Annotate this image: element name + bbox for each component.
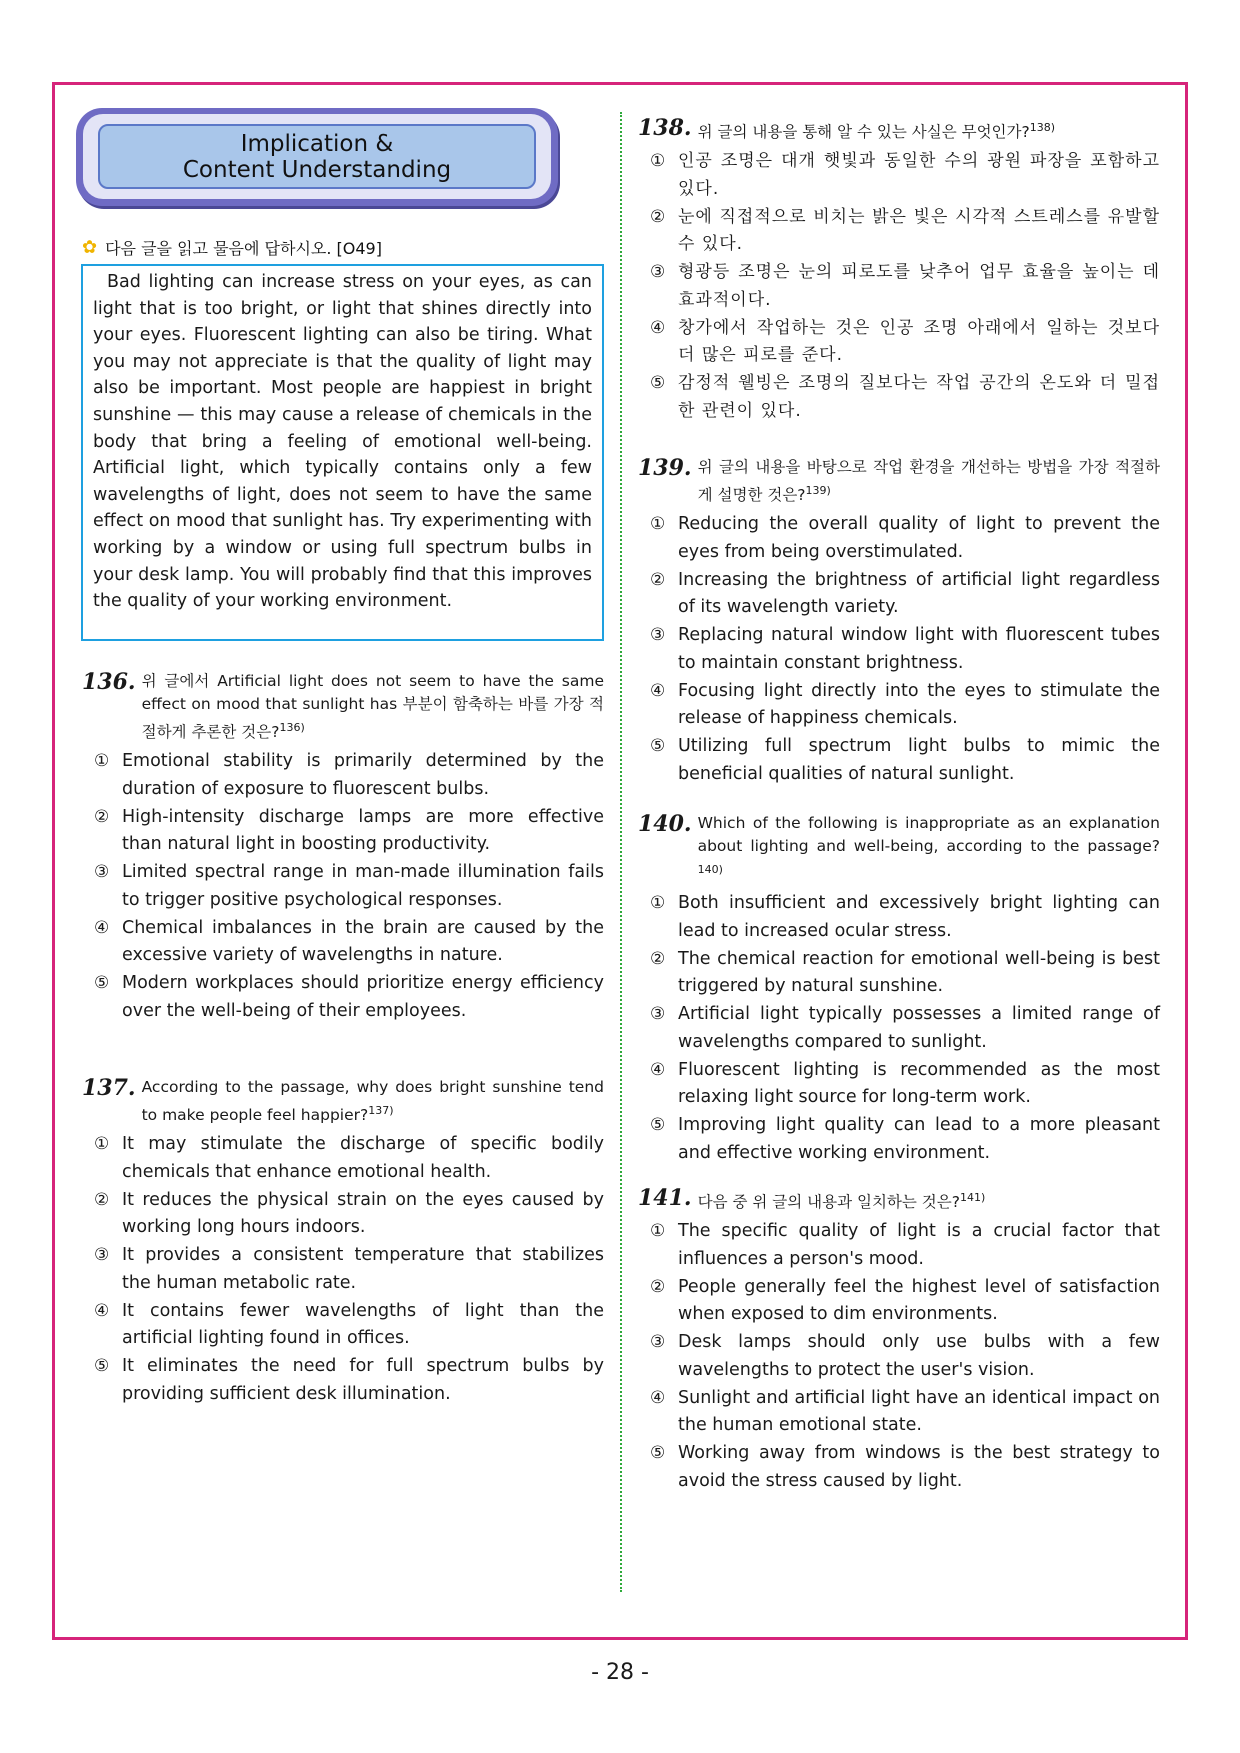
reading-passage: Bad lighting can increase stress on your eyes, as can light that is too bright, or light that shines directly into your eyes. Fluorescent lighting can also be tiring. What you may not appreciate is that the quality of light may also be important. Most people are happiest in bright sunshine — this may cause a release of chemicals in the body that bring a feeling of emotional well-being. Artificial light, which typically contains only a few wavelengths of light, does not seem to have the same effect on mood that sunlight has. Try experimenting with working by a window or using full spectrum bulbs in your desk lamp. You will probably find that this improves the quality of your working environment.	[81, 264, 604, 641]
footnote-ref: 137)	[368, 1104, 394, 1117]
section-title-line2: Content Understanding	[182, 156, 452, 183]
option-1[interactable]: ① It may stimulate the discharge of specific bodily chemicals that enhance emotional health.	[94, 1134, 604, 1182]
option-list	[650, 511, 1160, 788]
question-text: 위 글의 내용을 바탕으로 작업 환경을 개선하는 방법을 가장 적절하게 설명한 것은?	[697, 458, 1160, 505]
option-5[interactable]: ⑤ Working away from windows is the best strategy to avoid the stress caused by light.	[650, 1443, 1160, 1491]
option-3[interactable]: ③ It provides a consistent temperature that stabilizes the human metabolic rate.	[94, 1245, 604, 1293]
option-3[interactable]: ③ Replacing natural window light with fluorescent tubes to maintain constant brightness.	[650, 625, 1160, 673]
question-number: 141.	[638, 1185, 692, 1211]
section-title	[98, 124, 536, 189]
option-1[interactable]: ① Emotional stability is primarily determined by the duration of exposure to fluorescent bulbs.	[94, 751, 604, 799]
option-2[interactable]: ② High-intensity discharge lamps are more effective than natural light in boosting productivity.	[94, 806, 604, 855]
question-text: 다음 중 위 글의 내용과 일치하는 것은?	[697, 1193, 960, 1212]
footnote-ref: 138)	[1029, 121, 1056, 134]
option-5[interactable]: ⑤ Modern workplaces should prioritize energy efficiency over the well-being of their employees.	[94, 973, 604, 1021]
question-text: According to the passage, why does bright sunshine tend to make people feel happier?	[141, 1078, 604, 1125]
option-2[interactable]: ② The chemical reaction for emotional well-being is best triggered by natural sunshine.	[650, 948, 1160, 997]
question-136	[82, 670, 604, 1026]
option-4[interactable]: ④ It contains fewer wavelengths of light than the artificial lighting found in offices.	[94, 1300, 604, 1349]
question-number: 136.	[82, 669, 136, 695]
option-4[interactable]: ④ 창가에서 작업하는 것은 인공 조명 아래에서 일하는 것보다 더 많은 피로를 준다.	[650, 317, 1160, 366]
option-2[interactable]: ② People generally feel the highest level of satisfaction when exposed to dim environments.	[650, 1276, 1160, 1325]
instruction	[82, 236, 382, 259]
option-3[interactable]: ③ 형광등 조명은 눈의 피로도를 낮추어 업무 효율을 높이는 데 효과적이다.	[650, 262, 1160, 310]
question-number: 138.	[638, 115, 692, 141]
footnote-ref: 139)	[805, 484, 831, 497]
option-5[interactable]: ⑤ Improving light quality can lead to a more pleasant and effective working environment.	[650, 1115, 1160, 1163]
footnote-ref: 141)	[959, 1191, 986, 1204]
footnote-ref: 140)	[697, 863, 723, 876]
column-divider	[620, 112, 622, 1592]
option-4[interactable]: ④ Focusing light directly into the eyes to stimulate the release of happiness chemicals.	[650, 680, 1160, 729]
option-4[interactable]: ④ Sunlight and artificial light have an identical impact on the human emotional state.	[650, 1387, 1160, 1436]
option-2[interactable]: ② Increasing the brightness of artificial light regardless of its wavelength variety.	[650, 569, 1160, 618]
option-4[interactable]: ④ Chemical imbalances in the brain are caused by the excessive variety of wavelengths in nature.	[94, 917, 604, 966]
question-140	[638, 812, 1160, 1168]
question-138	[638, 116, 1160, 426]
option-list	[94, 1131, 604, 1408]
option-list	[94, 748, 604, 1025]
option-5[interactable]: ⑤ 감정적 웰빙은 조명의 질보다는 작업 공간의 온도와 더 밀접한 관련이 있다.	[650, 373, 1160, 421]
option-list	[650, 890, 1160, 1167]
option-3[interactable]: ③ Limited spectral range in man-made illumination fails to trigger positive psychological responses.	[94, 862, 604, 910]
option-list	[650, 148, 1160, 425]
section-title-line1: Implication &	[240, 130, 394, 157]
option-3[interactable]: ③ Desk lamps should only use bulbs with a few wavelengths to protect the user's vision.	[650, 1332, 1160, 1380]
option-2[interactable]: ② 눈에 직접적으로 비치는 밝은 빛은 시각적 스트레스를 유발할 수 있다.	[650, 206, 1160, 255]
option-1[interactable]: ① 인공 조명은 대개 햇빛과 동일한 수의 광원 파장을 포함하고 있다.	[650, 151, 1160, 199]
page-number: - 28 -	[591, 1660, 649, 1685]
option-1[interactable]: ① Both insufficient and excessively bright lighting can lead to increased ocular stress.	[650, 893, 1160, 941]
flower-bullet-icon: ✿	[82, 237, 98, 258]
question-number: 137.	[82, 1075, 136, 1101]
question-text: Which of the following is inappropriate as an explanation about lighting and well-being, according to the passage?	[697, 814, 1160, 855]
option-1[interactable]: ① The specific quality of light is a crucial factor that influences a person's mood.	[650, 1221, 1160, 1269]
section-title-badge	[76, 108, 558, 206]
option-2[interactable]: ② It reduces the physical strain on the eyes caused by working long hours indoors.	[94, 1189, 604, 1238]
footnote-ref: 136)	[279, 721, 305, 734]
option-4[interactable]: ④ Fluorescent lighting is recommended as the most relaxing light source for long-term work.	[650, 1059, 1160, 1108]
question-text: 위 글의 내용을 통해 알 수 있는 사실은 무엇인가?	[697, 123, 1030, 142]
option-1[interactable]: ① Reducing the overall quality of light to prevent the eyes from being overstimulated.	[650, 514, 1160, 562]
question-text: 위 글에서 Artificial light does not seem to have the same effect on mood that sunlight has 부분이 함축하는 바를 가장 적절하게 추론한 것은?	[141, 672, 604, 742]
question-137	[82, 1076, 604, 1409]
question-141	[638, 1186, 1160, 1496]
option-list	[650, 1218, 1160, 1495]
option-5[interactable]: ⑤ It eliminates the need for full spectrum bulbs by providing sufficient desk illumination.	[94, 1356, 604, 1404]
question-number: 140.	[638, 811, 692, 837]
question-139	[638, 456, 1160, 789]
instruction-text: 다음 글을 읽고 물음에 답하시오. [O49]	[105, 239, 382, 258]
option-3[interactable]: ③ Artificial light typically possesses a limited range of wavelengths compared to sunlight.	[650, 1004, 1160, 1052]
option-5[interactable]: ⑤ Utilizing full spectrum light bulbs to mimic the beneficial qualities of natural sunlight.	[650, 736, 1160, 784]
question-number: 139.	[638, 455, 692, 481]
